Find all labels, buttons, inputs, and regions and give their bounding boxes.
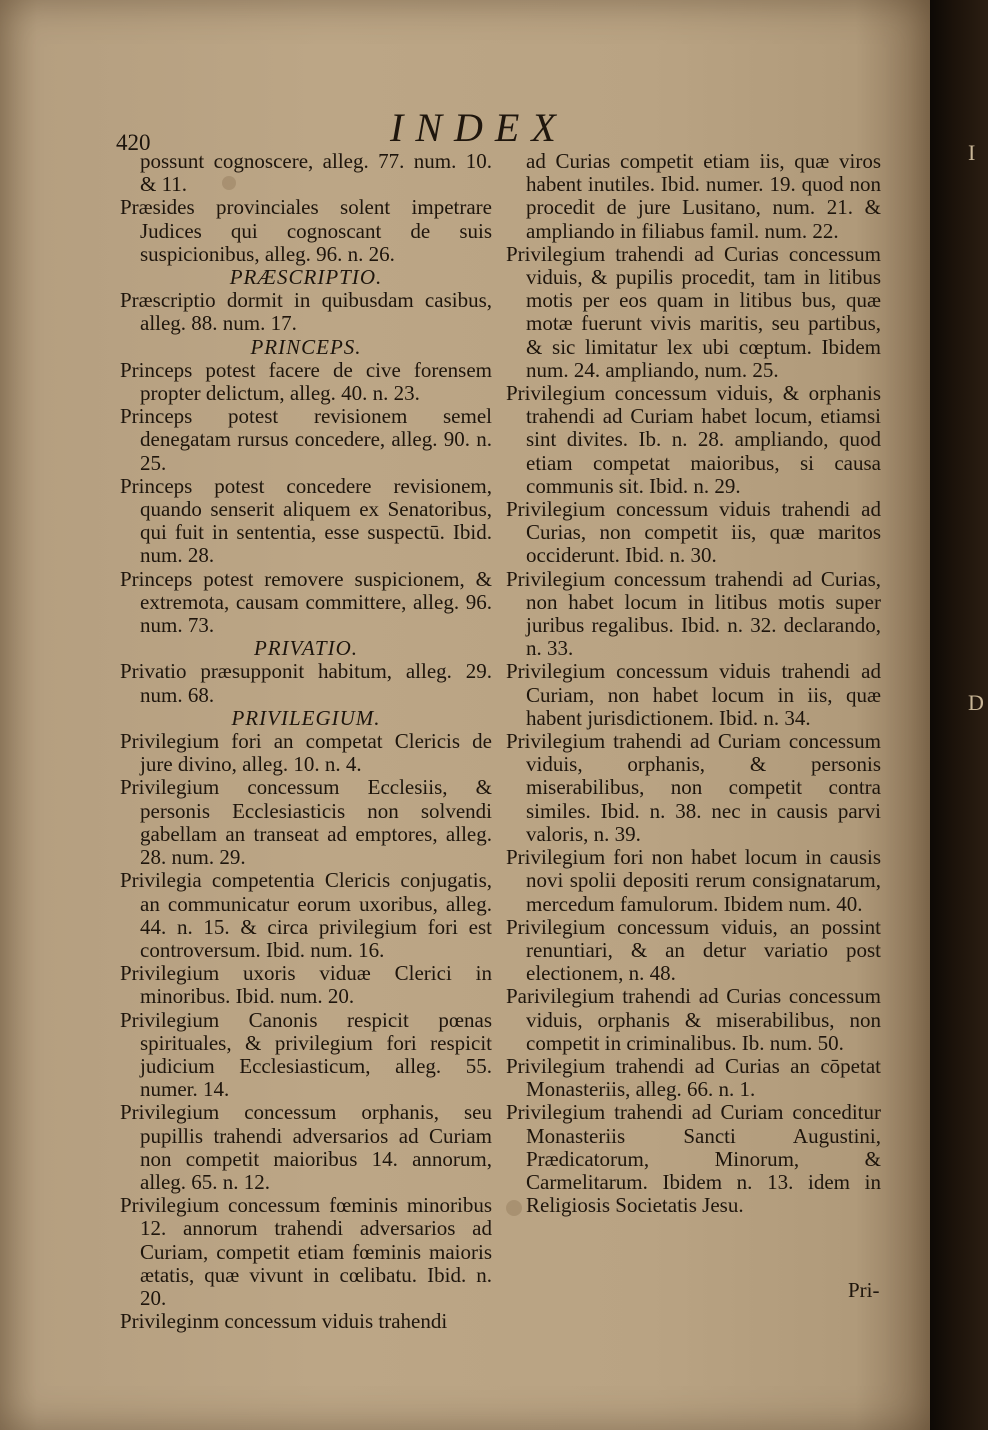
index-entry: Privilegium trahendi ad Curias an cōpetat Monasteriis, alleg. 66. n. 1.: [506, 1053, 881, 1102]
section-heading: PRIVILEGIUM.: [231, 705, 381, 730]
index-entry: Privilegium trahendi ad Curiam conceditur Monasteriis Sancti Augustini, Prædicatorum, Minorum, & Carmelitarum. Ibidem n. 13. idem in Religiosis Societatis Jesu.: [506, 1100, 881, 1218]
index-entry: Privilegium concessum viduis trahendi ad Curias, non competit iis, quæ maritos occiderunt. Ibid. n. 30.: [506, 497, 881, 568]
index-entry: Privilegium fori non habet locum in causis novi spolii depositi rerum consignatarum, mercedum famulorum. Ibidem num. 40.: [506, 845, 881, 916]
index-entry: Privilegium concessum viduis, an possint renuntiari, & an detur variatio post electionem, n. 48.: [506, 914, 881, 986]
index-entry: Præsides provinciales solent impetrare Judices qui cognoscant de suis suspicionibus, alleg. 96. n. 26.: [120, 195, 492, 266]
index-entry: Privilegium trahendi ad Curiam concessum viduis, orphanis, & personis miserabilibus, non competit contra similes. Ibid. n. 38. nec in causis parvi valoris, n. 39.: [506, 729, 881, 846]
index-entry: Princeps potest revisionem semel denegatam rursus concedere, alleg. 90. n. 25.: [120, 404, 492, 475]
index-entry: ad Curias competit etiam iis, quæ viros habent inutiles. Ibid. numer. 19. quod non procedit de jure Lusitano, num. 21. & ampliando in filiabus famil. num. 22.: [526, 149, 881, 243]
right-column: [506, 150, 881, 1217]
index-entry: Præscriptio dormit in quibusdam casibus, alleg. 88. num. 17.: [120, 288, 492, 336]
catchword: Pri-: [848, 1278, 880, 1302]
facing-page-mark: D: [968, 690, 984, 715]
section-heading: PRIVATIO.: [253, 636, 359, 661]
index-entry: possunt cognoscere, alleg. 77. num. 10. & 11.: [140, 149, 492, 197]
index-entry: Privilegium concessum trahendi ad Curias, non habet locum in litibus motis super juribus regalibus. Ibid. n. 32. declarando, n. 33.: [506, 566, 881, 661]
facing-page-mark: I: [968, 140, 976, 165]
index-entry: Privilegium concessum fœminis minoribus 12. annorum trahendi adversarios ad Curiam, competit etiam fœminis maioris ætatis, quæ vivunt in cœlibatu. Ibid. n. 20.: [120, 1193, 492, 1310]
section-heading: PRÆSCRIPTIO.: [229, 265, 383, 290]
index-entry: Privileginm concessum viduis trahendi: [120, 1309, 448, 1334]
running-head: INDEX: [390, 105, 568, 150]
index-entry: Princeps potest facere de cive forensem propter delictum, alleg. 40. n. 23.: [120, 357, 492, 406]
index-entry: Princeps potest concedere revisionem, quando senserit aliquem ex Senatoribus, qui fuit in sententia, esse suspectū. Ibid. num. 28.: [120, 473, 492, 568]
left-column: [120, 150, 492, 1333]
index-entry: Privilegium concessum viduis trahendi ad Curiam, non habet locum in iis, quæ habent jurisdictionem. Ibid. n. 34.: [506, 659, 881, 730]
index-entry: Privilegium trahendi ad Curias concessum viduis, & pupilis procedit, tam in litibus motis per eos quam in litibus bus, quæ motæ fuerunt vivis maritis, seu partibus, & sic limitatur lex ubi cœptum. Ibidem num. 24. ampliando, num. 25.: [506, 241, 881, 382]
index-entry: Privilegium concessum viduis, & orphanis trahendi ad Curiam habet locum, etiamsi sint divites. Ib. n. 28. ampliando, quod etiam competat maioribus, si causa communis sit. Ibid. n. 29.: [506, 381, 881, 498]
index-entry: Privatio præsupponit habitum, alleg. 29. num. 68.: [120, 659, 492, 707]
page-header: [110, 104, 900, 155]
index-entry: Princeps potest removere suspicionem, & extremota, causam committere, alleg. 96. num. 73.: [120, 566, 492, 638]
index-entry: Parivilegium trahendi ad Curias concessum viduis, orphanis & miserabilibus, non competit in criminalibus. Ib. num. 50.: [506, 984, 881, 1055]
index-entry: Privilegium uxoris viduæ Clerici in minoribus. Ibid. num. 20.: [120, 961, 492, 1009]
section-heading: PRINCEPS.: [250, 334, 362, 359]
index-entry: Privilegium fori an competat Clericis de jure divino, alleg. 10. n. 4.: [120, 729, 492, 777]
page-number: 420: [116, 130, 151, 155]
index-entry: Privilegium concessum Ecclesiis, & personis Ecclesiasticis non solvendi gabellam an transeat ad emptores, alleg. 28. num. 29.: [120, 775, 492, 870]
index-entry: Privilegium concessum orphanis, seu pupillis trahendi adversarios ad Curiam non competit maioribus 14. annorum, alleg. 65. n. 12.: [120, 1100, 492, 1194]
index-entry: Privilegium Canonis respicit pœnas spirituales, & privilegium fori respicit judicium Ecclesiasticum, alleg. 55. numer. 14.: [120, 1007, 492, 1102]
index-entry: Privilegia competentia Clericis conjugatis, an communicatur eorum uxoribus, alleg. 44. n. 15. & circa privilegium fori est controversum. Ibid. num. 16.: [120, 868, 492, 962]
